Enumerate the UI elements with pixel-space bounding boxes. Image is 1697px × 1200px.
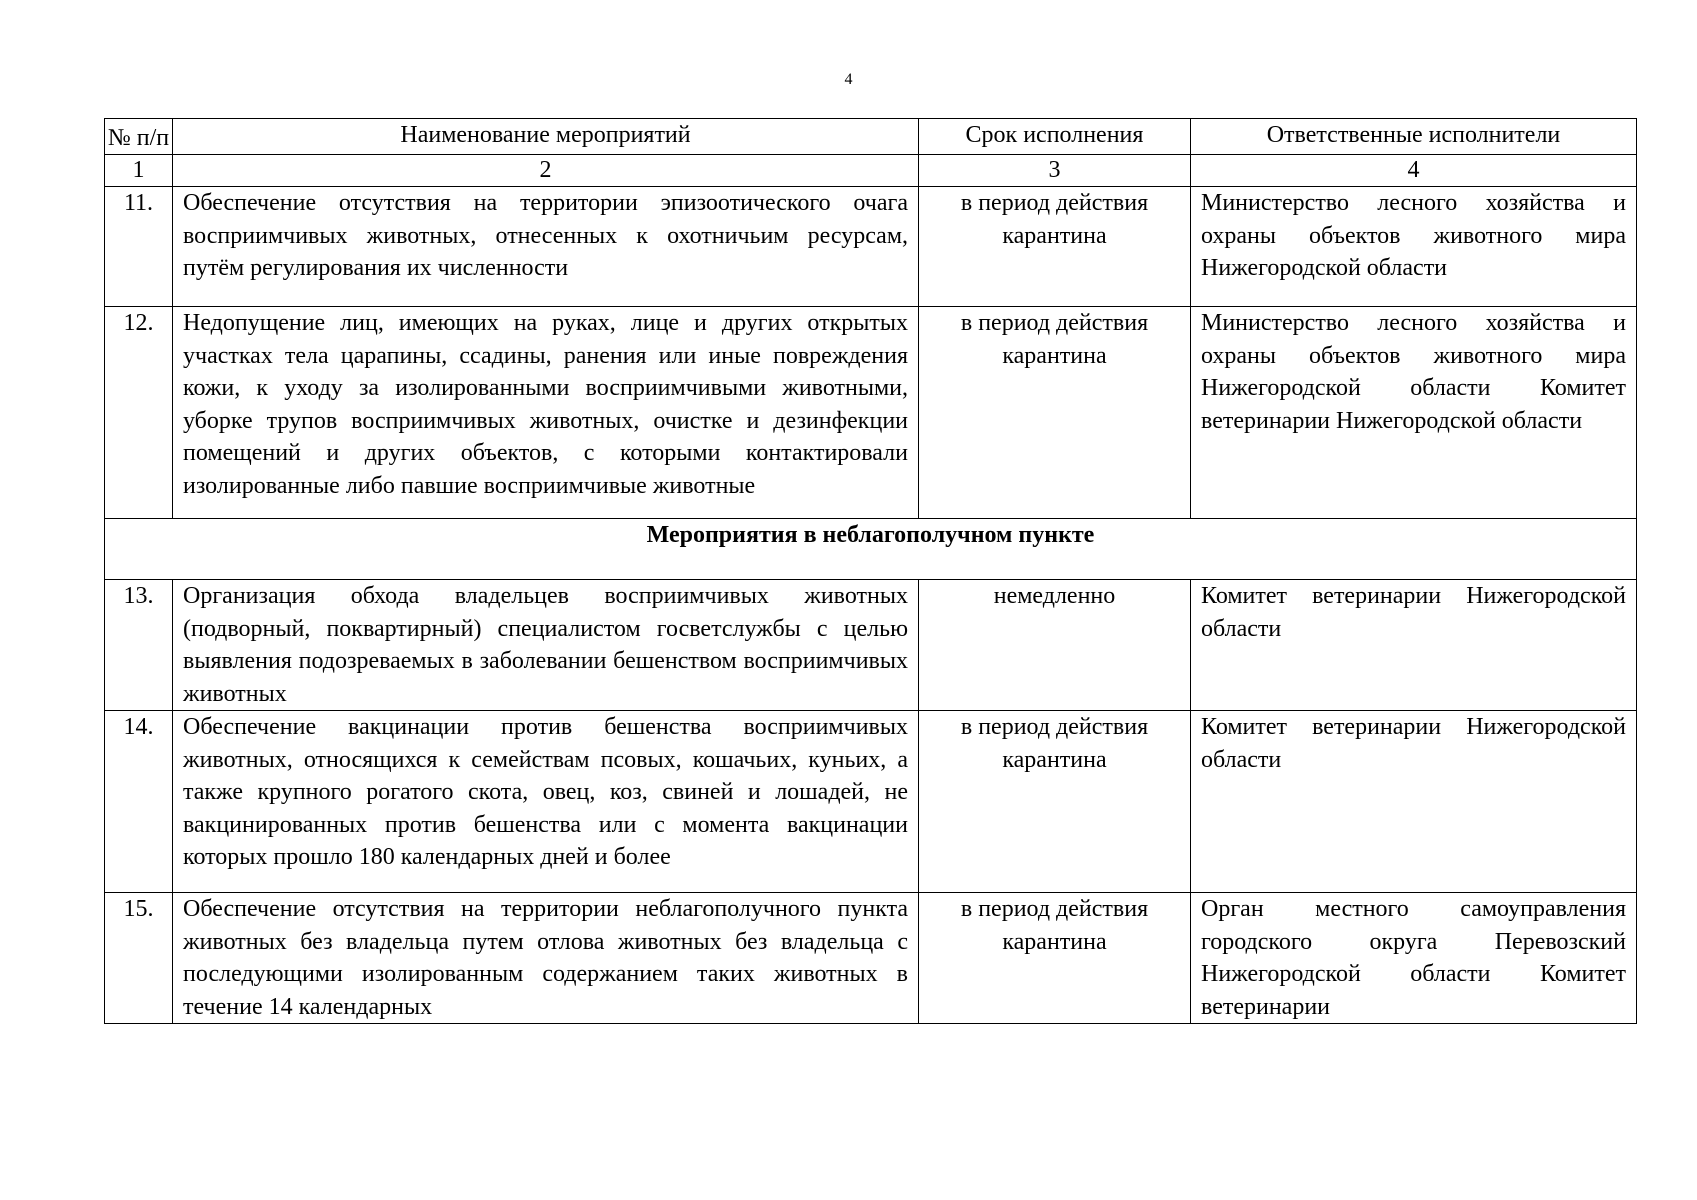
column-index-1: 1 <box>105 155 173 187</box>
row-deadline: в период действия карантина <box>919 893 1191 1024</box>
row-measure-name: Обеспечение отсутствия на территории эпизоотического очага восприимчивых животных, отнесенных к охотничьим ресурсам, путём регулирования их численности <box>173 187 919 307</box>
row-deadline: в период действия карантина <box>919 307 1191 519</box>
header-num: № п/п <box>105 119 173 155</box>
row-num: 15. <box>105 893 173 1024</box>
row-responsible: Комитет ветеринарии Нижегородской области <box>1191 580 1637 711</box>
row-num: 12. <box>105 307 173 519</box>
row-responsible: Министерство лесного хозяйства и охраны объектов животного мира Нижегородской области Комитет ветеринарии Нижегородской области <box>1191 307 1637 519</box>
section-title: Мероприятия в неблагополучном пункте <box>105 519 1637 580</box>
header-responsible: Ответственные исполнители <box>1191 119 1637 155</box>
table-row <box>105 580 1637 711</box>
row-deadline: в период действия карантина <box>919 187 1191 307</box>
table-row <box>105 307 1637 519</box>
table-row <box>105 893 1637 1024</box>
measures-table <box>104 118 1637 1024</box>
row-deadline: немедленно <box>919 580 1191 711</box>
column-index-row <box>105 155 1637 187</box>
page-number: 4 <box>844 71 853 88</box>
column-index-2: 2 <box>173 155 919 187</box>
section-header-row <box>105 519 1637 580</box>
table-row <box>105 187 1637 307</box>
row-num: 11. <box>105 187 173 307</box>
row-measure-name: Обеспечение отсутствия на территории неблагополучного пункта животных без владельца путем отлова животных без владельца с последующими изолированным содержанием таких животных в течение 14 календарных <box>173 893 919 1024</box>
column-index-3: 3 <box>919 155 1191 187</box>
row-responsible: Орган местного самоуправления городского округа Перевозский Нижегородской области Комитет ветеринарии <box>1191 893 1637 1024</box>
row-responsible: Комитет ветеринарии Нижегородской области <box>1191 711 1637 893</box>
table-header-row <box>105 119 1637 155</box>
row-measure-name: Организация обхода владельцев восприимчивых животных (подворный, поквартирный) специалистом госветслужбы с целью выявления подозреваемых в заболевании бешенством восприимчивых животных <box>173 580 919 711</box>
row-deadline: в период действия карантина <box>919 711 1191 893</box>
row-responsible: Министерство лесного хозяйства и охраны объектов животного мира Нижегородской области <box>1191 187 1637 307</box>
table-row <box>105 711 1637 893</box>
row-num: 13. <box>105 580 173 711</box>
header-deadline: Срок исполнения <box>919 119 1191 155</box>
row-num: 14. <box>105 711 173 893</box>
column-index-4: 4 <box>1191 155 1637 187</box>
row-measure-name: Обеспечение вакцинации против бешенства восприимчивых животных, относящихся к семействам псовых, кошачьих, куньих, а также крупного рогатого скота, овец, коз, свиней и лошадей, не вакцинированных против бешенства или с момента вакцинации которых прошло 180 календарных дней и более <box>173 711 919 893</box>
row-measure-name: Недопущение лиц, имеющих на руках, лице и других открытых участках тела царапины, ссадины, ранения или иные повреждения кожи, к уходу за изолированными восприимчивыми животными, уборке трупов восприимчивых животных, очистке и дезинфекции помещений и других объектов, с которыми контактировали изолированные либо павшие восприимчивые животные <box>173 307 919 519</box>
header-name: Наименование мероприятий <box>173 119 919 155</box>
